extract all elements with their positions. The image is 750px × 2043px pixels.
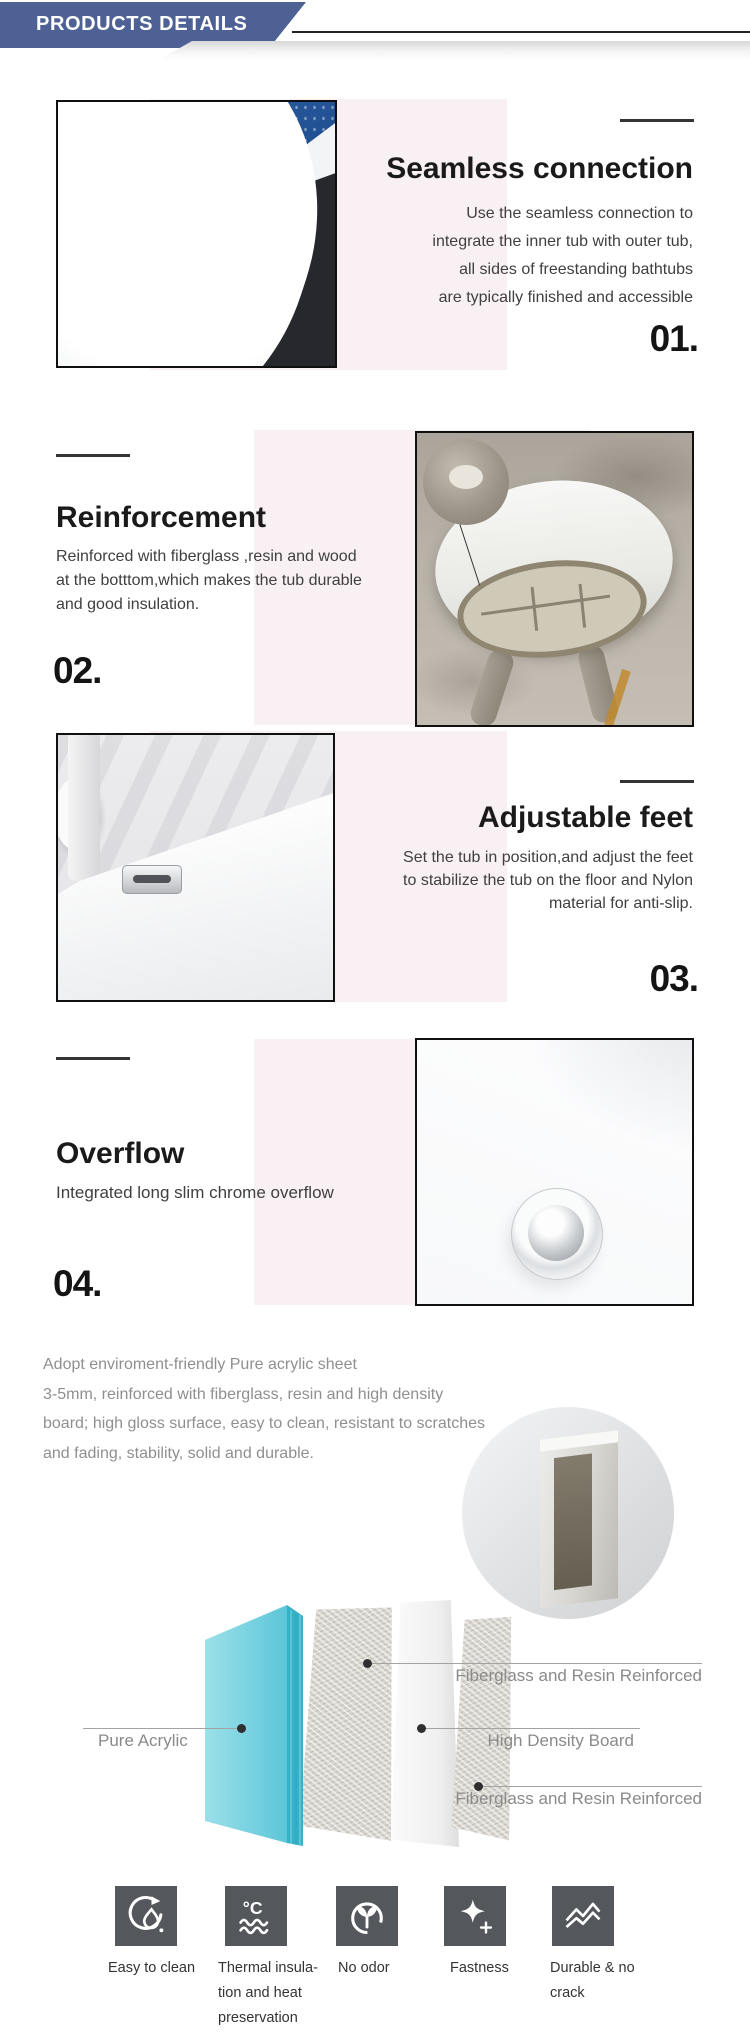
section1-number: 01. xyxy=(649,318,698,359)
paragraph-line: 3-5mm, reinforced with fiberglass, resin and high density xyxy=(43,1385,444,1403)
section4-accent-rule xyxy=(56,1057,130,1060)
paragraph-line: all sides of freestanding bathtubs xyxy=(459,261,693,278)
chrome-overflow-slot xyxy=(122,865,182,894)
feature-label xyxy=(338,1956,390,1981)
section3-photo xyxy=(56,733,335,1002)
feature-label-line: Thermal insula- xyxy=(218,1960,318,1976)
section2-accent-rule xyxy=(56,454,130,457)
section3-title: Adjustable feet xyxy=(477,801,693,834)
leader-line xyxy=(478,1786,702,1787)
header-gradient-strip xyxy=(162,41,750,58)
leader-dot xyxy=(237,1724,246,1733)
section4-paragraph xyxy=(56,1183,334,1203)
paragraph-line: Integrated long slim chrome overflow xyxy=(56,1183,334,1202)
section2-title: Reinforcement xyxy=(56,501,267,534)
magnifier-inset-circle xyxy=(423,439,509,525)
section1-photo xyxy=(56,100,337,368)
high-density-board-layer xyxy=(391,1600,459,1847)
feature-label-line: Durable & no xyxy=(550,1960,635,1976)
channel-rim xyxy=(540,1430,618,1452)
chrome-drain-ring xyxy=(511,1188,603,1280)
paragraph-line: Set the tub in position,and adjust the feet xyxy=(403,849,693,866)
leader-dot xyxy=(417,1724,426,1733)
section2-paragraph xyxy=(56,545,362,617)
leader-dot xyxy=(363,1659,372,1668)
leader-line xyxy=(83,1728,241,1729)
feature-tile-fastness xyxy=(444,1886,506,1946)
feature-tile-no-odor xyxy=(336,1886,398,1946)
section4-number: 04. xyxy=(53,1263,102,1304)
magnified-detail xyxy=(449,465,483,489)
feature-label-line: Fastness xyxy=(450,1960,509,1976)
feature-tile-durable xyxy=(552,1886,614,1946)
fiberglass-sheet-front xyxy=(299,1604,399,1845)
paragraph-line: and fading, stability, solid and durable. xyxy=(43,1444,314,1462)
section4-photo xyxy=(415,1038,694,1306)
paragraph-line: to stabilize the tub on the floor and Nylon xyxy=(403,872,693,889)
feature-label-line: tion and heat xyxy=(218,1985,302,2001)
section1-accent-rule xyxy=(620,119,694,122)
acrylic-profile-inset xyxy=(462,1407,674,1619)
no-odor-plant-icon xyxy=(345,1894,389,1938)
reinforcement-bar xyxy=(481,595,610,616)
label-fiberglass-top: Fiberglass and Resin Reinforced xyxy=(455,1666,702,1685)
fastness-sparkle-icon xyxy=(453,1894,497,1938)
overflow-slit xyxy=(133,875,171,883)
paragraph-line: integrate the inner tub with outer tub, xyxy=(432,233,693,250)
pure-acrylic-panel xyxy=(205,1602,307,1852)
section2-number: 02. xyxy=(53,650,102,691)
label-fiberglass-bottom: Fiberglass and Resin Reinforced xyxy=(455,1789,702,1808)
label-high-density: High Density Board xyxy=(487,1731,634,1750)
feature-label xyxy=(450,1956,509,1981)
drain-hole xyxy=(528,1205,584,1261)
section3-accent-rule xyxy=(620,780,694,783)
feature-tile-thermal xyxy=(225,1886,287,1946)
feature-label-line: Easy to clean xyxy=(108,1960,196,1976)
section2-photo xyxy=(415,431,694,727)
channel-slot xyxy=(554,1453,592,1590)
thermal-icon-text: °C xyxy=(242,1897,263,1918)
paragraph-line: are typically finished and accessible xyxy=(438,289,693,306)
feature-label xyxy=(218,1956,318,2031)
feature-tile-easy-clean xyxy=(115,1886,177,1946)
paragraph-line: board; high gloss surface, easy to clean, resistant to scratches xyxy=(43,1415,486,1432)
feature-label xyxy=(550,1956,635,2006)
section3-number: 03. xyxy=(649,958,698,999)
section1-paragraph xyxy=(432,200,693,312)
section1-title: Seamless connection xyxy=(386,152,693,185)
thermal-insulation-icon xyxy=(234,1894,278,1938)
paragraph-line: at the botttom,which makes the tub durable xyxy=(56,572,362,589)
shower-fixture xyxy=(68,733,100,881)
material-paragraph xyxy=(43,1350,485,1468)
paragraph-line: Reinforced with fiberglass ,resin and wood xyxy=(56,548,357,565)
leader-line xyxy=(421,1728,640,1729)
feature-label-line: preservation xyxy=(218,2010,298,2026)
feature-label-line: No odor xyxy=(338,1960,390,1976)
paragraph-line: Use the seamless connection to xyxy=(466,205,693,222)
label-pure-acrylic: Pure Acrylic xyxy=(98,1731,188,1750)
fiberglass-sheet-back xyxy=(451,1615,517,1845)
feature-label-line: crack xyxy=(550,1985,585,2001)
reinforcement-bar xyxy=(579,584,587,628)
easy-clean-drop-icon xyxy=(124,1894,168,1938)
durable-crack-icon xyxy=(561,1894,605,1938)
section3-paragraph xyxy=(403,846,693,915)
section4-title: Overflow xyxy=(56,1137,185,1170)
leader-line xyxy=(367,1663,702,1664)
paragraph-line: Adopt enviroment-friendly Pure acrylic sheet xyxy=(43,1356,357,1373)
reinforcement-bar xyxy=(531,587,539,631)
paragraph-line: and good insulation. xyxy=(56,596,200,613)
paragraph-line: material for anti-slip. xyxy=(548,895,693,912)
page-title: PRODUCTS DETAILS xyxy=(36,13,248,35)
acrylic-channel-profile xyxy=(540,1430,618,1608)
header-rule xyxy=(292,31,750,33)
feature-label xyxy=(108,1956,195,1981)
